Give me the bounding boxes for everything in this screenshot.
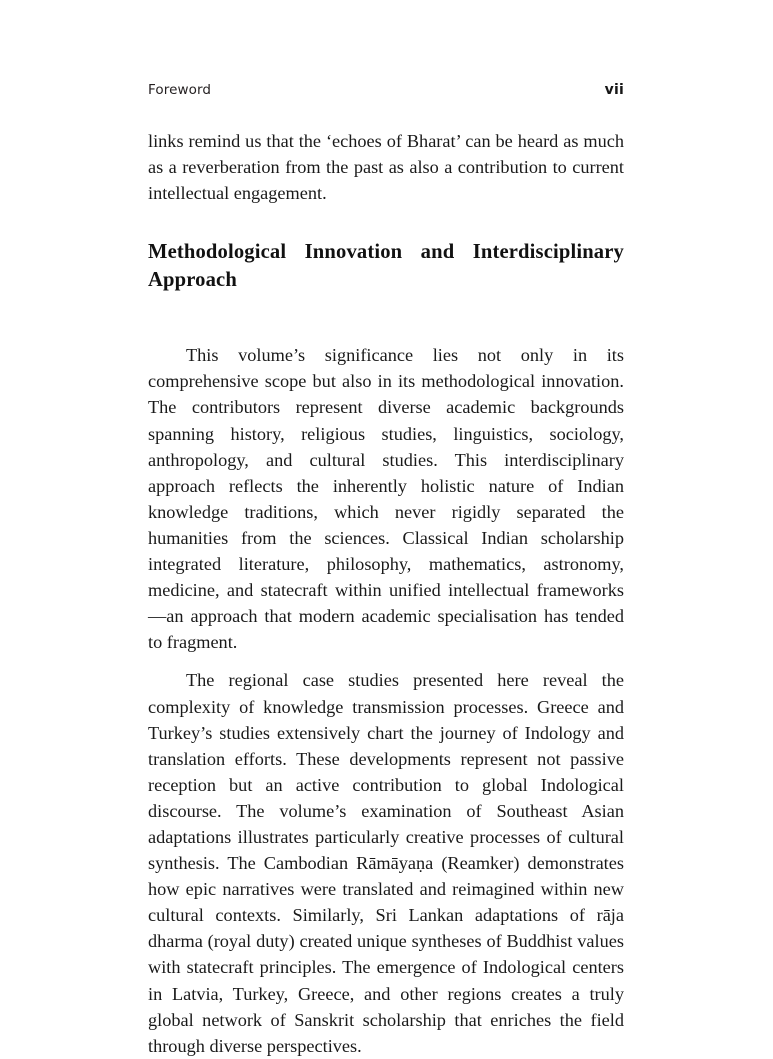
body-paragraph-2: The regional case studies presented here reveal the complexity of knowledge transmission processes. Greece and Turkey’s studies extensively chart the journey of Indology and translation efforts. These developments represent not passive reception but an active contribution to global Indological discourse. The volume’s examination of Southeast Asian adaptations illustrates particularly creative processes of cultural synthesis. The Cambodian Rāmāyaṇa (Reamker) demonstrates how epic narratives were translated and reimagined within new cultural contexts. Similarly, Sri Lankan adaptations of rāja dharma (royal duty) created unique syntheses of Buddhist values with statecraft principles. The emergence of Indological centers in Latvia, Turkey, Greece, and other regions creates a truly global network of Sanskrit scholarship that enriches the field through diverse perspectives.	[148, 670, 624, 1056]
running-head-title: Foreword	[148, 82, 212, 98]
text-column	[148, 128, 624, 1059]
body-paragraph-1: This volume’s significance lies not only in its comprehensive scope but also in its methodological innovation. The contributors represent diverse academic backgrounds spanning history, religious studies, linguistics, sociology, anthropology, and cultural studies. This interdisciplinary approach reflects the inherently holistic nature of Indian knowledge traditions, which never rigidly separated the humanities from the sciences. Classical Indian scholarship integrated literature, philosophy, mathematics, astronomy, medicine, and statecraft within unified intellectual frameworks—an approach that modern academic specialisation has tended to fragment.	[148, 345, 624, 653]
section-heading: Methodological Innovation and Interdisciplinary Approach	[148, 241, 624, 292]
continued-paragraph: links remind us that the ‘echoes of Bharat’ can be heard as much as a reverberation from the past as also a contribution to current intellectual engagement.	[148, 131, 624, 204]
page-number: vii	[604, 82, 624, 98]
section-heading-block	[148, 238, 624, 322]
running-head	[148, 82, 624, 98]
